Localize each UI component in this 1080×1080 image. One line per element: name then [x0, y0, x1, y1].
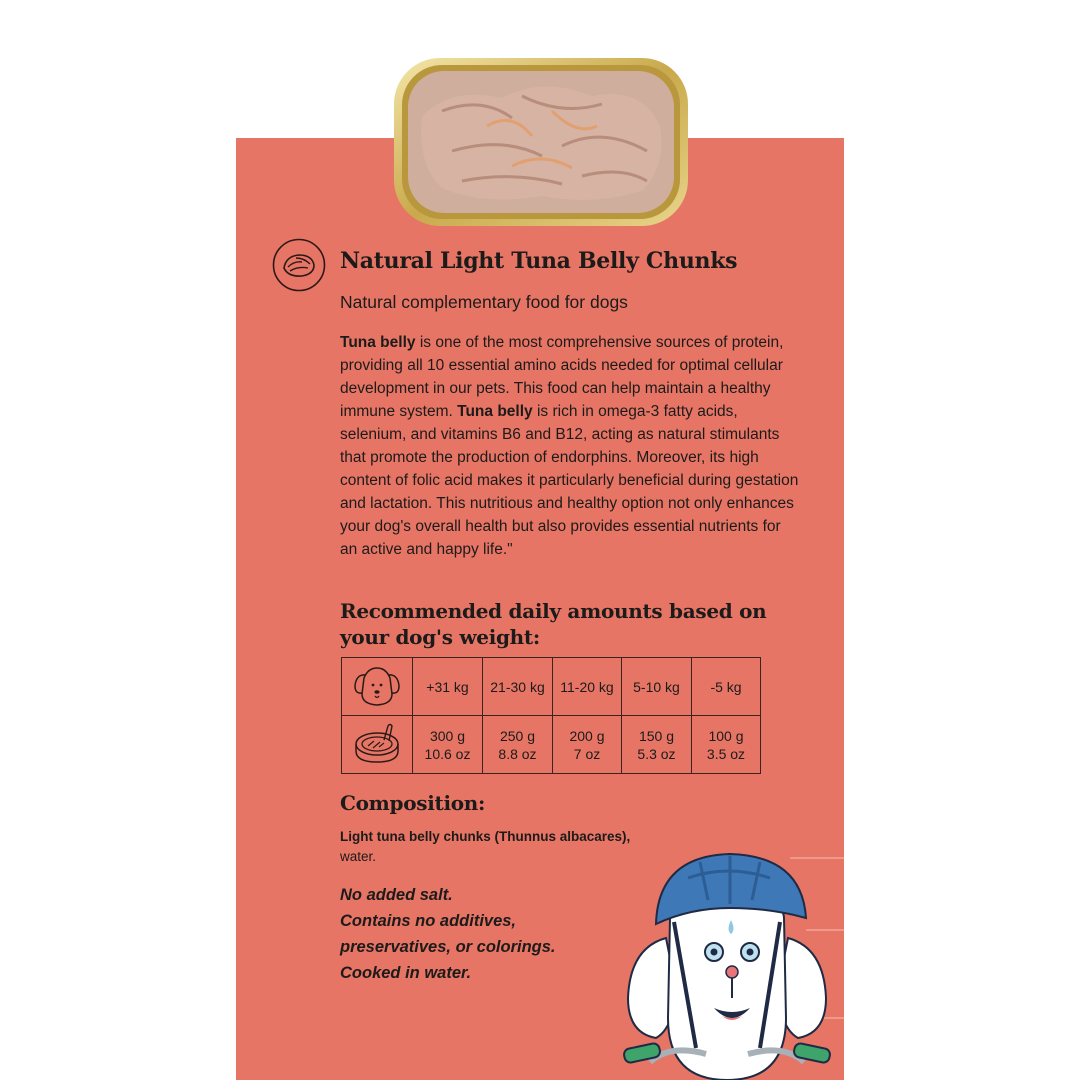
description-bold-term: Tuna belly	[340, 334, 416, 351]
amount-grams: 250 g	[499, 727, 536, 744]
tuna-steak-icon	[272, 238, 326, 292]
amount-row-icon-cell	[342, 716, 413, 774]
amounts-title: Recommended daily amounts based on your dog's weight:	[340, 599, 767, 649]
weight-cell: -5 kg	[692, 658, 761, 716]
product-description	[340, 331, 800, 561]
product-title: Natural Light Tuna Belly Chunks	[340, 248, 738, 274]
description-bold-term: Tuna belly	[457, 403, 533, 420]
description-text: is rich in omega-3 fatty acids, selenium, and vitamins B6 and B12, acting as natural stimulants that promote the production of endorphins. Moreover, its high content of folic acid makes it particularly beneficial during gestation and lactation. This nutritious and healthy option not only enhances your dog's overall health but also provides essential nutrients for an active and happy life."	[340, 403, 799, 558]
daily-amounts-table	[341, 657, 761, 774]
amount-cell	[692, 716, 761, 774]
weight-row	[342, 658, 761, 716]
note-line: preservatives, or colorings.	[340, 938, 556, 956]
weight-row-icon-cell	[342, 658, 413, 716]
note-line: No added salt.	[340, 886, 453, 904]
amount-cell	[413, 716, 483, 774]
weight-cell: 5-10 kg	[622, 658, 692, 716]
weight-cell: 21-30 kg	[483, 658, 553, 716]
amount-grams: 200 g	[569, 727, 605, 744]
amount-cell	[553, 716, 622, 774]
composition-water: water.	[340, 849, 377, 864]
amount-ounces: 10.6 oz	[424, 745, 471, 762]
description-text: is one of the most comprehensive sources of protein, providing all 10 essential amino acids needed for optimal cellular development in our pets. This food can help maintain a healthy immune system.	[340, 334, 784, 420]
product-subtitle: Natural complementary food for dogs	[340, 292, 628, 312]
note-line: Contains no additives,	[340, 912, 517, 930]
dog-with-bike-helmet-illustration	[610, 848, 844, 1080]
amount-ounces: 7 oz	[573, 745, 601, 762]
weight-cell: +31 kg	[413, 658, 483, 716]
amount-row	[342, 716, 761, 774]
composition-title: Composition:	[340, 791, 486, 815]
amount-ounces: 3.5 oz	[706, 745, 746, 762]
amount-ounces: 8.8 oz	[498, 745, 537, 762]
open-tuna-tin-image	[392, 56, 690, 228]
note-line: Cooked in water.	[340, 964, 472, 982]
food-tin-icon	[342, 716, 412, 773]
amount-ounces: 5.3 oz	[637, 745, 676, 762]
amount-cell	[622, 716, 692, 774]
amount-grams: 150 g	[638, 727, 675, 744]
composition-ingredients: Light tuna belly chunks (Thunnus albacares),	[340, 829, 631, 844]
amount-grams: 300 g	[429, 727, 466, 744]
amount-grams: 100 g	[708, 727, 744, 744]
dog-head-icon	[342, 658, 412, 715]
weight-cell: 11-20 kg	[553, 658, 622, 716]
amount-cell	[483, 716, 553, 774]
product-notes	[340, 882, 556, 986]
